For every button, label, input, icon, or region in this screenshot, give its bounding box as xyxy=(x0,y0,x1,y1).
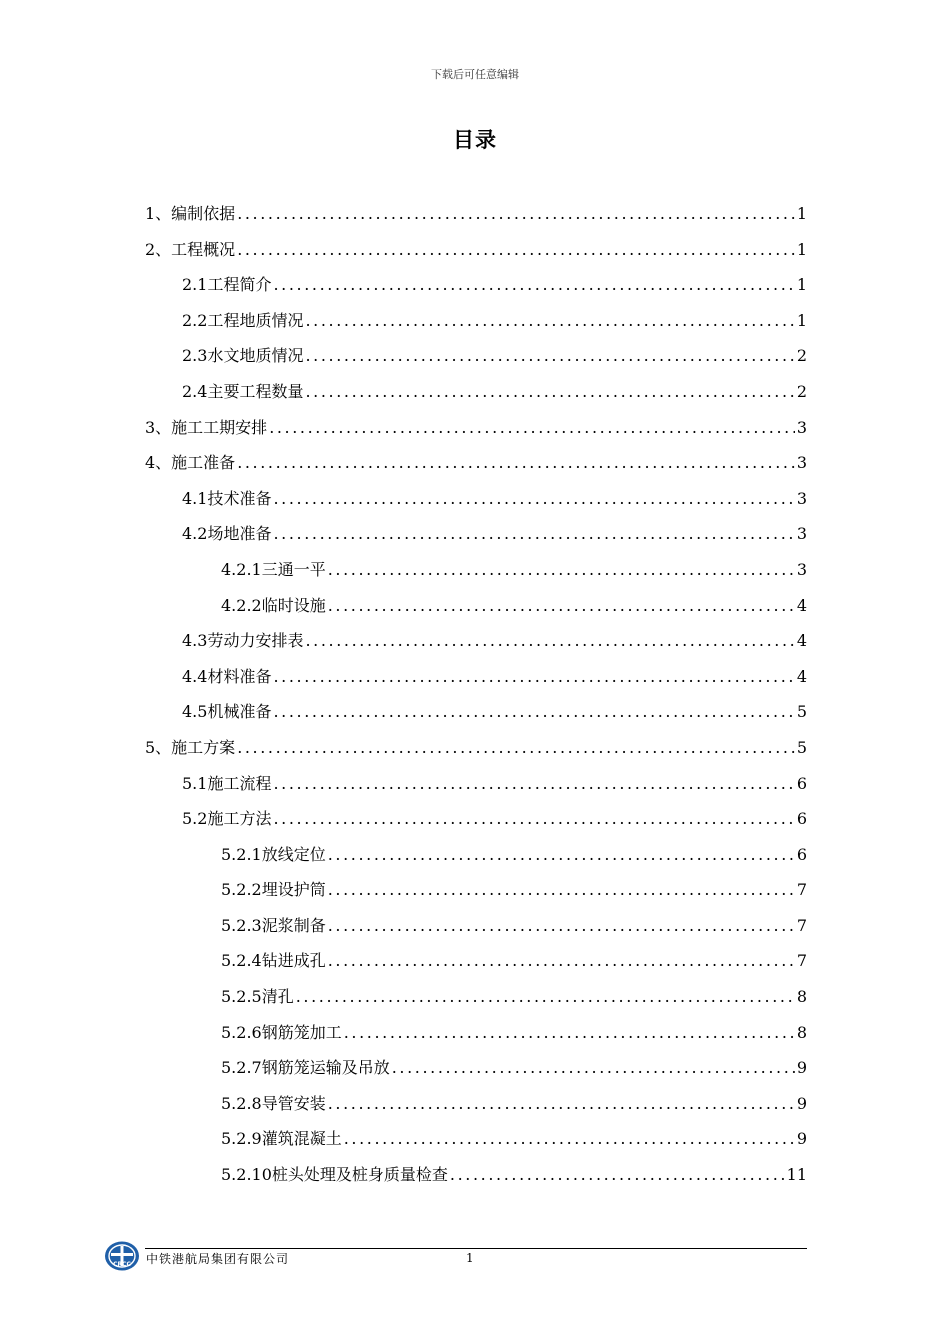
toc-entry-text: 1、编制依据 xyxy=(145,204,236,223)
footer-company-name: 中铁港航局集团有限公司 xyxy=(146,1252,290,1266)
toc-entry-page: 2 xyxy=(796,381,807,401)
toc-entry-text: 2、工程概况 xyxy=(145,239,236,259)
toc-leader-dots xyxy=(305,623,794,659)
toc-entry[interactable] xyxy=(145,1050,807,1086)
toc-entry-page: 4 xyxy=(796,595,807,615)
toc-entry[interactable] xyxy=(145,694,807,730)
toc-leader-dots xyxy=(344,1015,795,1051)
toc-entry-text: 4.2.2临时设施 xyxy=(221,595,326,615)
toc-entry-page: 5 xyxy=(796,702,807,722)
toc-leader-dots xyxy=(328,1086,795,1122)
toc-entry-text: 2.3水文地质情况 xyxy=(182,346,304,366)
toc-leader-dots xyxy=(328,872,795,908)
toc-entry[interactable] xyxy=(145,1015,807,1051)
toc-entry-text: 4.1技术准备 xyxy=(182,488,272,508)
toc-entry[interactable] xyxy=(145,445,807,481)
toc-entry-text: 4.4材料准备 xyxy=(182,666,272,686)
toc-entry[interactable] xyxy=(145,552,807,588)
toc-entry-text: 5.2.7钢筋笼运输及吊放 xyxy=(221,1058,390,1078)
toc-entry[interactable] xyxy=(145,801,807,837)
toc-leader-dots xyxy=(273,659,794,695)
toc-entry[interactable] xyxy=(145,979,807,1015)
company-logo-icon xyxy=(103,1240,141,1272)
toc-entry-text: 2.1工程简介 xyxy=(182,275,272,295)
toc-entry-page: 8 xyxy=(796,987,807,1007)
toc-entry-page: 9 xyxy=(796,1093,807,1113)
toc-entry-page: 1 xyxy=(796,204,807,223)
header-note: 下载后可任意编辑 xyxy=(431,68,519,81)
toc-entry-text: 4.3劳动力安排表 xyxy=(182,631,304,651)
toc-entry-text: 4.2场地准备 xyxy=(182,524,272,544)
toc-entry-text: 4.2.1三通一平 xyxy=(221,559,326,579)
toc-entry[interactable] xyxy=(145,338,807,374)
toc-entry[interactable] xyxy=(145,1157,807,1193)
toc-leader-dots xyxy=(305,338,794,374)
toc-entry-text: 5.1施工流程 xyxy=(182,773,272,793)
toc-entry-text: 4.5机械准备 xyxy=(182,702,272,722)
toc-entry-page: 7 xyxy=(796,951,807,971)
toc-entry-page: 3 xyxy=(796,559,807,579)
toc-leader-dots xyxy=(328,588,795,624)
toc-leader-dots xyxy=(237,730,795,766)
toc-entry-page: 9 xyxy=(796,1129,807,1149)
toc-entry-page: 7 xyxy=(796,915,807,935)
toc-entry-text: 5.2.8导管安装 xyxy=(221,1093,326,1113)
toc-entry-page: 3 xyxy=(796,453,807,473)
toc-entry-page: 1 xyxy=(796,275,807,295)
footer-divider xyxy=(145,1248,807,1249)
toc-leader-dots xyxy=(328,837,795,873)
toc-entry[interactable] xyxy=(145,267,807,303)
toc-entry[interactable] xyxy=(145,1121,807,1157)
toc-entry[interactable] xyxy=(145,481,807,517)
toc-entry[interactable] xyxy=(145,730,807,766)
toc-leader-dots xyxy=(305,374,794,410)
toc-entry-page: 3 xyxy=(796,524,807,544)
toc-entry-text: 5.2.10桩头处理及桩身质量检查 xyxy=(221,1165,448,1185)
toc-entry[interactable] xyxy=(145,872,807,908)
toc-entry[interactable] xyxy=(145,303,807,339)
toc-entry-page: 6 xyxy=(796,844,807,864)
toc-entry[interactable] xyxy=(145,1086,807,1122)
toc-entry-page: 2 xyxy=(796,346,807,366)
toc-leader-dots xyxy=(328,908,795,944)
toc-entry[interactable] xyxy=(145,588,807,624)
toc-leader-dots xyxy=(273,481,794,517)
toc-entry-text: 5.2施工方法 xyxy=(182,809,272,829)
toc-entry-page: 9 xyxy=(796,1058,807,1078)
toc-entry-text: 5.2.5清孔 xyxy=(221,987,294,1007)
toc-entry-text: 5.2.6钢筋笼加工 xyxy=(221,1022,342,1042)
table-of-contents xyxy=(145,196,807,1193)
toc-leader-dots xyxy=(273,801,794,837)
logo-text: CRCC xyxy=(113,1261,131,1268)
toc-entry[interactable] xyxy=(145,837,807,873)
toc-leader-dots xyxy=(328,943,795,979)
toc-entry-text: 2.2工程地质情况 xyxy=(182,310,304,330)
toc-entry-text: 5.2.2埋设护筒 xyxy=(221,880,326,900)
toc-leader-dots xyxy=(273,694,794,730)
toc-leader-dots xyxy=(296,979,795,1015)
toc-leader-dots xyxy=(237,232,795,268)
toc-entry-page: 5 xyxy=(796,737,807,757)
toc-leader-dots xyxy=(237,445,795,481)
toc-entry[interactable] xyxy=(145,232,807,268)
toc-entry-text: 5.2.3泥浆制备 xyxy=(221,915,326,935)
toc-entry[interactable] xyxy=(145,623,807,659)
toc-entry[interactable] xyxy=(145,516,807,552)
toc-entry-text: 3、施工工期安排 xyxy=(145,417,268,437)
toc-leader-dots xyxy=(273,766,794,802)
toc-entry[interactable] xyxy=(145,766,807,802)
toc-entry-page: 6 xyxy=(796,773,807,793)
toc-entry-text: 5.2.1放线定位 xyxy=(221,844,326,864)
toc-entry-page: 1 xyxy=(796,310,807,330)
toc-entry-page: 6 xyxy=(796,809,807,829)
toc-entry-text: 5、施工方案 xyxy=(145,737,236,757)
toc-entry-page: 11 xyxy=(786,1165,807,1185)
toc-entry[interactable] xyxy=(145,196,807,232)
toc-entry-page: 3 xyxy=(796,417,807,437)
toc-entry-page: 4 xyxy=(796,666,807,686)
toc-leader-dots xyxy=(269,410,795,446)
page-title: 目录 xyxy=(453,128,497,152)
toc-leader-dots xyxy=(392,1050,795,1086)
toc-entry-page: 3 xyxy=(796,488,807,508)
toc-entry-page: 7 xyxy=(796,880,807,900)
toc-entry[interactable] xyxy=(145,374,807,410)
toc-leader-dots xyxy=(305,303,794,339)
toc-entry-page: 8 xyxy=(796,1022,807,1042)
toc-leader-dots xyxy=(237,196,795,232)
toc-entry-page: 4 xyxy=(796,631,807,651)
toc-entry-text: 4、施工准备 xyxy=(145,453,236,473)
toc-entry[interactable] xyxy=(145,659,807,695)
toc-leader-dots xyxy=(450,1157,785,1193)
toc-leader-dots xyxy=(328,552,795,588)
toc-entry[interactable] xyxy=(145,410,807,446)
toc-entry[interactable] xyxy=(145,908,807,944)
toc-entry-text: 5.2.9灌筑混凝土 xyxy=(221,1129,342,1149)
toc-entry-text: 5.2.4钻进成孔 xyxy=(221,951,326,971)
toc-leader-dots xyxy=(344,1121,795,1157)
toc-entry-text: 2.4主要工程数量 xyxy=(182,381,304,401)
toc-leader-dots xyxy=(273,267,794,303)
toc-entry-page: 1 xyxy=(796,239,807,259)
footer-page-number: 1 xyxy=(466,1251,474,1265)
toc-entry[interactable] xyxy=(145,943,807,979)
toc-leader-dots xyxy=(273,516,794,552)
